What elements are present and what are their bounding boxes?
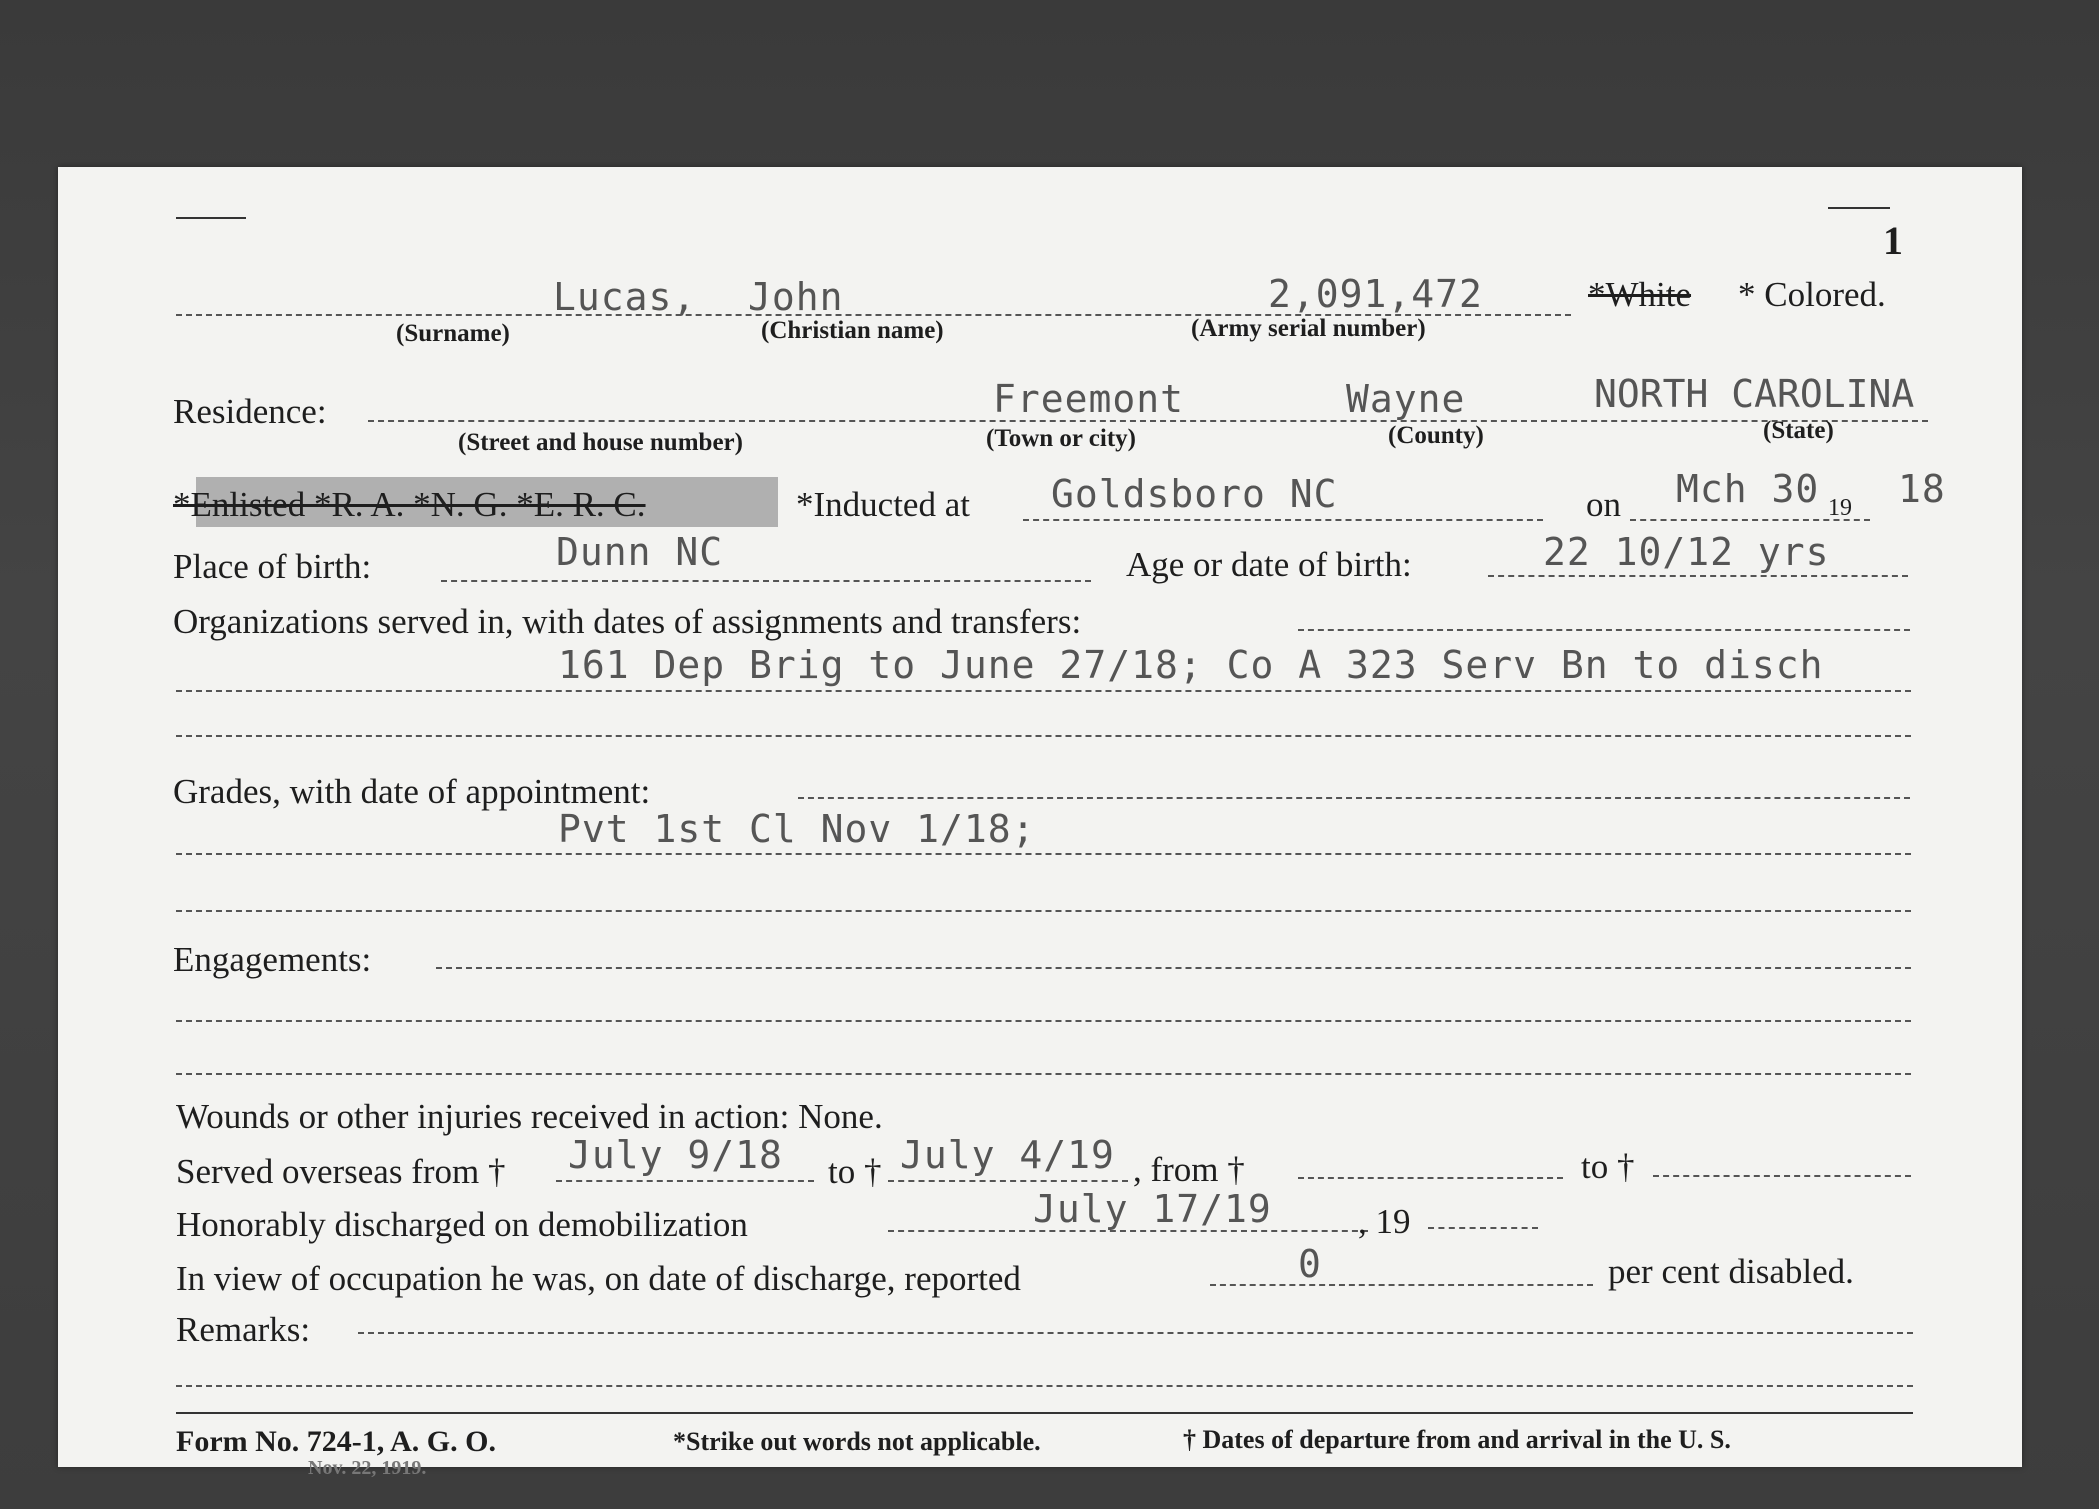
place-of-birth-label: Place of birth: bbox=[173, 547, 372, 586]
inducted-date-value: Mch 30 bbox=[1676, 467, 1820, 511]
discharge-year-prefix: , 19 bbox=[1358, 1202, 1411, 1241]
age-value: 22 10/12 yrs bbox=[1543, 530, 1830, 574]
from-label: , from † bbox=[1133, 1150, 1245, 1189]
served-overseas-label: Served overseas from † bbox=[176, 1152, 506, 1191]
form-number: Form No. 724-1, A. G. O. bbox=[176, 1425, 496, 1458]
street-caption: (Street and house number) bbox=[458, 429, 743, 456]
footer-rule bbox=[176, 1412, 1913, 1414]
disabled-percent-value: 0 bbox=[1298, 1242, 1322, 1286]
top-right-mark bbox=[1828, 207, 1890, 209]
town-caption: (Town or city) bbox=[986, 425, 1136, 452]
christian-name-value: John bbox=[748, 275, 844, 319]
christian-caption: (Christian name) bbox=[761, 317, 944, 344]
organizations-label: Organizations served in, with dates of assignments and transfers: bbox=[173, 602, 1082, 641]
serial-caption: (Army serial number) bbox=[1191, 315, 1426, 342]
grades-value: Pvt 1st Cl Nov 1/18; bbox=[558, 807, 1036, 851]
strike-note: *Strike out words not applicable. bbox=[673, 1427, 1041, 1456]
to2-label: to † bbox=[1581, 1147, 1635, 1186]
race-white: *White bbox=[1588, 275, 1692, 314]
card-number: 1 bbox=[1883, 218, 1903, 263]
overseas-to-line bbox=[888, 1180, 1128, 1182]
county-value: Wayne bbox=[1346, 377, 1466, 421]
town-value: Freemont bbox=[993, 377, 1185, 421]
form-date: Nov. 22, 1919. bbox=[308, 1457, 427, 1479]
inducted-place-value: Goldsboro NC bbox=[1051, 472, 1338, 516]
to-label: to † bbox=[828, 1152, 882, 1191]
grades-label: Grades, with date of appointment: bbox=[173, 772, 651, 811]
discharged-label: Honorably discharged on demobilization bbox=[176, 1205, 748, 1244]
county-caption: (County) bbox=[1388, 422, 1484, 449]
draft-record-card bbox=[58, 167, 2022, 1479]
discharge-date-value: July 17/19 bbox=[1033, 1187, 1272, 1231]
age-line bbox=[1488, 575, 1908, 577]
disabled-line bbox=[1210, 1284, 1593, 1286]
discharge-year-line bbox=[1428, 1227, 1538, 1229]
grades-line-2 bbox=[176, 853, 1911, 855]
organizations-line-3 bbox=[176, 735, 1911, 737]
per-cent-label: per cent disabled. bbox=[1608, 1252, 1854, 1291]
serial-number-value: 2,091,472 bbox=[1268, 272, 1483, 316]
remarks-line-2 bbox=[176, 1385, 1913, 1387]
dates-note: † Dates of departure from and arrival in the U. S. bbox=[1183, 1425, 1731, 1454]
overseas-from-line bbox=[556, 1180, 814, 1182]
race-colored: * Colored. bbox=[1738, 275, 1886, 314]
second-from-line bbox=[1298, 1177, 1563, 1179]
engagements-line-1 bbox=[436, 967, 1911, 969]
surname-value: Lucas, bbox=[553, 275, 697, 319]
wounds-label: Wounds or other injuries received in action: None. bbox=[176, 1097, 883, 1136]
state-value: NORTH CAROLINA bbox=[1594, 372, 1915, 416]
engagements-line-3 bbox=[176, 1073, 1911, 1075]
engagements-label: Engagements: bbox=[173, 940, 372, 979]
engagements-line-2 bbox=[176, 1020, 1911, 1022]
inducted-label: *Inducted at bbox=[796, 485, 970, 524]
inducted-line bbox=[1023, 519, 1543, 521]
birth-place-line bbox=[441, 580, 1091, 582]
remarks-label: Remarks: bbox=[176, 1310, 311, 1349]
on-label: on bbox=[1586, 485, 1621, 524]
organizations-line-1 bbox=[1298, 629, 1910, 631]
view-label: In view of occupation he was, on date of discharge, reported bbox=[176, 1259, 1021, 1298]
remarks-line-1 bbox=[358, 1332, 1913, 1334]
inducted-year-value: 18 bbox=[1898, 467, 1946, 511]
second-to-line bbox=[1653, 1175, 1911, 1177]
age-label: Age or date of birth: bbox=[1126, 545, 1412, 584]
organizations-value: 161 Dep Brig to June 27/18; Co A 323 Serv Bn to disch bbox=[558, 643, 1824, 687]
surname-caption: (Surname) bbox=[396, 320, 510, 347]
grades-line-1 bbox=[798, 797, 1910, 799]
year-prefix: 19 bbox=[1828, 495, 1852, 521]
overseas-to-value: July 4/19 bbox=[900, 1133, 1115, 1177]
top-left-mark bbox=[176, 217, 246, 219]
residence-label: Residence: bbox=[173, 392, 327, 431]
grades-line-3 bbox=[176, 910, 1911, 912]
organizations-line-2 bbox=[176, 690, 1911, 692]
state-caption: (State) bbox=[1763, 417, 1834, 444]
overseas-from-value: July 9/18 bbox=[568, 1133, 783, 1177]
birth-place-value: Dunn NC bbox=[556, 530, 724, 574]
enlisted-options: *Enlisted *R. A. *N. G. *E. R. C. bbox=[173, 485, 646, 524]
